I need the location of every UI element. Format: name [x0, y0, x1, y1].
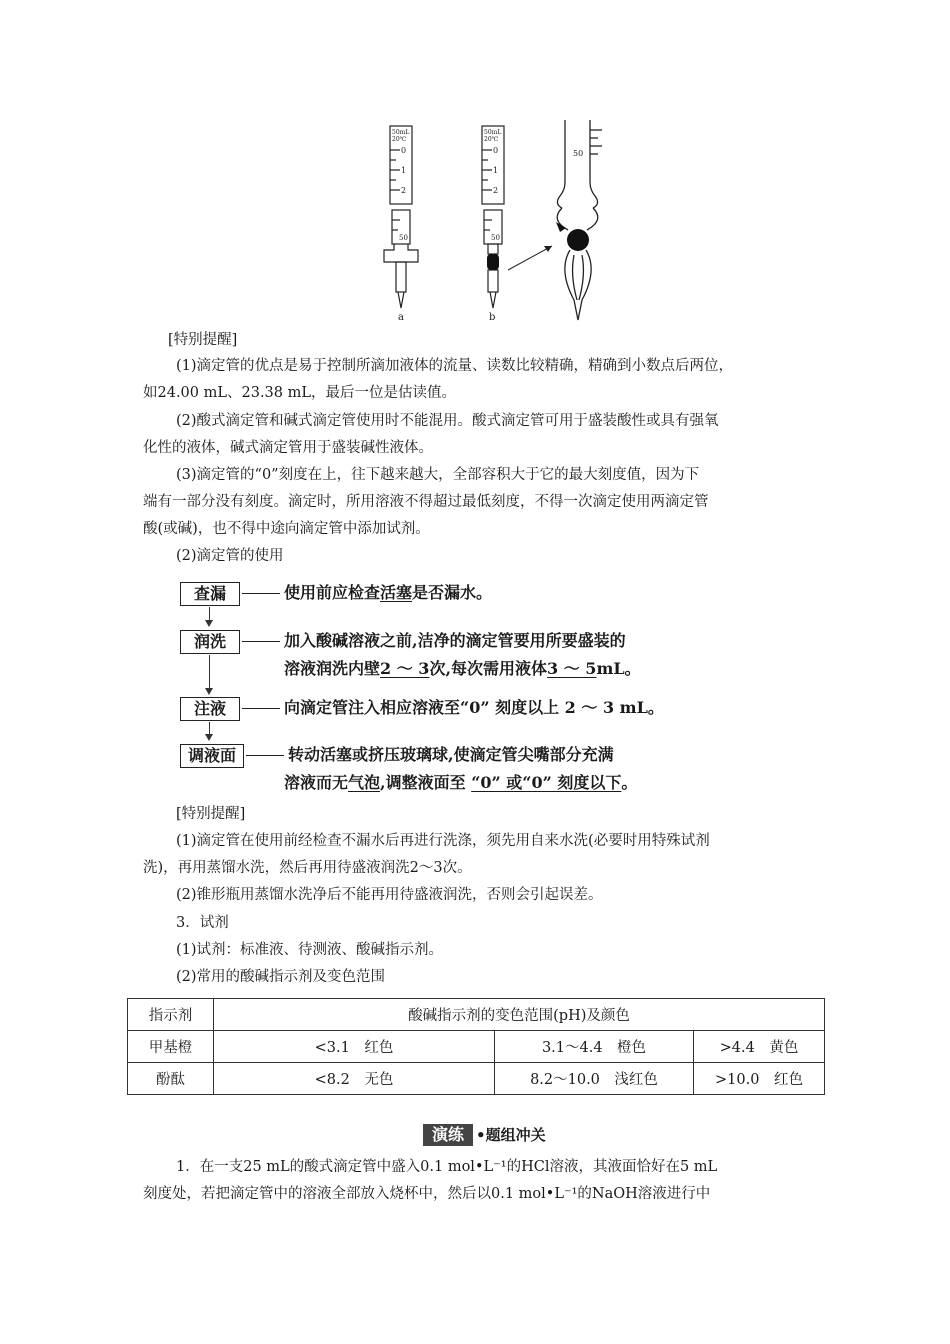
- notes-heading-2: [特别提醒]: [176, 806, 246, 822]
- burette-figure: [370, 120, 610, 325]
- note-line: (3)滴定管的“0”刻度在上，往下越来越大，全部容积大于它的最大刻度值，因为下: [176, 467, 700, 483]
- note-line: (2)酸式滴定管和碱式滴定管使用时不能混用。酸式滴定管可用于盛装酸性或具有强氧: [176, 413, 719, 429]
- table-cell: 酚酞: [128, 1063, 214, 1095]
- burette-b-scale-1: 1: [493, 166, 499, 175]
- table-header-cell: 指示剂: [128, 999, 214, 1031]
- burette-a-label: a: [398, 312, 404, 323]
- practice-badge-subtitle: •题组冲关: [476, 1126, 546, 1144]
- burette-b-top-mark: 50mL: [484, 129, 502, 136]
- table-cell: 3.1～4.4 橙色: [495, 1031, 694, 1063]
- note-line: 如24.00 mL、23.38 mL，最后一位是估读值。: [143, 385, 456, 401]
- flow-step-adjust-desc-1: 转动活塞或挤压玻璃球,使滴定管尖嘴部分充满: [246, 744, 614, 766]
- flow-step-rinse-desc-1: 加入酸碱溶液之前,洁净的滴定管要用所要盛装的: [242, 630, 626, 652]
- indicator-table: [127, 998, 825, 1095]
- note-line: (1)滴定管的优点是易于控制所滴加液体的流量、读数比较精确，精确到小数点后两位，: [176, 358, 734, 374]
- burette-a-bottom-mark: 50: [399, 234, 408, 242]
- flow-step-rinse: 润洗: [180, 630, 240, 654]
- note-line: 酸(或碱)，也不得中途向滴定管中添加试剂。: [143, 521, 430, 537]
- flow-step-adjust-desc-2: 溶液而无气泡,调整液面至 “0” 或“0” 刻度以下。: [284, 773, 638, 792]
- table-cell: 甲基橙: [128, 1031, 214, 1063]
- note-line: (1)试剂：标准液、待测液、酸碱指示剂。: [176, 942, 444, 958]
- table-row: [128, 1031, 825, 1063]
- table-cell: <8.2 无色: [214, 1063, 495, 1095]
- burette-a-top-mark-temp: 20℃: [392, 136, 407, 143]
- question-line: 1．在一支25 mL的酸式滴定管中盛入0.1 mol•L⁻¹的HCl溶液，其液面恰好在5 mL: [176, 1159, 718, 1175]
- note-line: (1)滴定管在使用前经检查不漏水后再进行洗涤，须先用自来水洗(必要时用特殊试剂: [176, 833, 710, 849]
- note-line: (2)常用的酸碱指示剂及变色范围: [176, 969, 386, 985]
- burette-b-label: b: [489, 312, 496, 323]
- flow-step-fill-desc: 向滴定管注入相应溶液至“0” 刻度以上 2 ～ 3 mL。: [242, 697, 664, 719]
- flow-step-adjust-level: 调液面: [180, 744, 244, 768]
- burette-a-scale-1: 1: [401, 166, 407, 175]
- table-cell: >4.4 黄色: [694, 1031, 825, 1063]
- burette-b-bottom-mark: 50: [491, 234, 500, 242]
- flow-step-rinse-desc-2: 溶液润洗内壁2 ～ 3次,每次需用液体3 ～ 5mL。: [284, 659, 641, 678]
- burette-b-rubber-tube: [487, 254, 499, 270]
- table-cell: <3.1 红色: [214, 1031, 495, 1063]
- section-heading-reagents: 3．试剂: [176, 915, 229, 931]
- question-line: 刻度处，若把滴定管中的溶液全部放入烧杯中，然后以0.1 mol•L⁻¹的NaOH溶液进行中: [143, 1186, 711, 1202]
- burette-b-scale-2: 2: [493, 186, 499, 195]
- note-line: 端有一部分没有刻度。滴定时，所用溶液不得超过最低刻度，不得一次滴定使用两滴定管: [143, 494, 709, 510]
- table-cell: >10.0 红色: [694, 1063, 825, 1095]
- note-line: 化性的液体，碱式滴定管用于盛装碱性液体。: [143, 440, 433, 456]
- table-header-cell: 酸碱指示剂的变色范围(pH)及颜色: [214, 999, 825, 1031]
- table-header-row: [128, 999, 825, 1031]
- table-row: [128, 1063, 825, 1095]
- burette-a-top-mark: 50mL: [392, 129, 410, 136]
- notes-heading-1: [特别提醒]: [168, 332, 238, 348]
- glass-bead: [567, 229, 589, 251]
- subsection-heading: (2)滴定管的使用: [176, 548, 284, 564]
- zoom-scale-mark: 50: [573, 149, 584, 158]
- flow-step-fill: 注液: [180, 697, 240, 721]
- flow-step-leak-check-desc: 使用前应检查活塞是否漏水。: [242, 582, 492, 604]
- note-line: (2)锥形瓶用蒸馏水洗净后不能再用待盛液润洗，否则会引起误差。: [176, 887, 603, 903]
- practice-badge: 演练: [423, 1124, 473, 1146]
- zoom-arrow: [508, 246, 552, 270]
- burette-b-scale-0: 0: [493, 146, 499, 155]
- table-cell: 8.2～10.0 浅红色: [495, 1063, 694, 1095]
- burette-b-top-mark-temp: 20℃: [484, 136, 499, 143]
- note-line: 洗)，再用蒸馏水洗，然后再用待盛液润洗2～3次。: [143, 860, 472, 876]
- burette-a-scale-2: 2: [401, 186, 407, 195]
- flow-step-leak-check: 查漏: [180, 582, 240, 606]
- burette-a-scale-0: 0: [401, 146, 407, 155]
